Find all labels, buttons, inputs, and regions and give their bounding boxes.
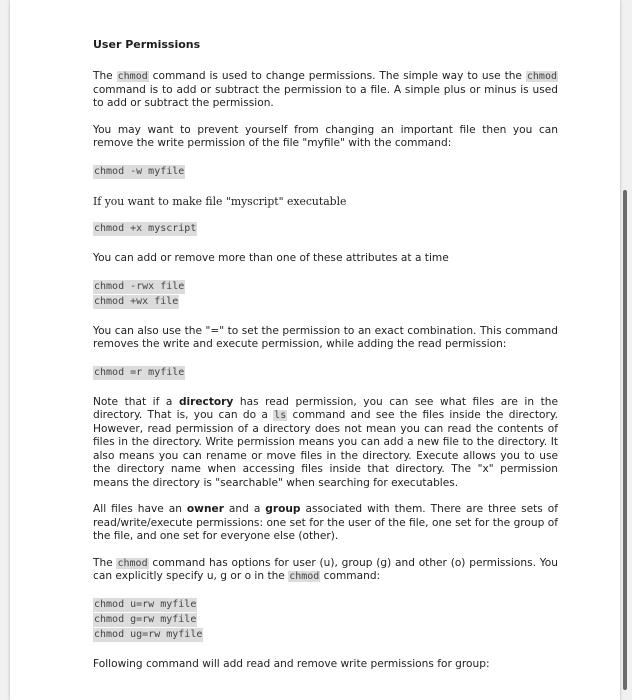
write-permission-paragraph: You may want to prevent yourself from changing an important file then you can remove the write permission of the file "myfile" with the command: <box>93 123 558 149</box>
text-run: command and see the files inside the directory. However, read permission of a directory does not mean you can read the contents of files in the directory. Write permission means you can add a new file to the directory. It also means you can rename or move files in the directory. Execute allows you to use the directory name when accessing files inside that directory. The "x" permission means the directory is "searchable" when searching for executables. <box>93 409 558 489</box>
text-run: command is used to change permissions. The simple way to use the <box>148 70 526 82</box>
text-run: and a <box>223 503 266 515</box>
multiple-attributes-paragraph: You can add or remove more than one of these attributes at a time <box>93 252 449 264</box>
inline-code: chmod <box>526 71 557 82</box>
code-line: chmod +x myscript <box>94 223 197 234</box>
bold-term: group <box>265 503 301 515</box>
scrollbar-thumb[interactable] <box>623 190 627 690</box>
code-line: chmod g=rw myfile <box>94 613 197 625</box>
text-run: command: <box>320 570 381 582</box>
exact-combination-paragraph: You can also use the "=" to set the permission to an exact combination. This command removes the write and execute permission, while adding the read permission: <box>93 324 558 350</box>
intro-paragraph <box>93 70 558 111</box>
inline-code: ls <box>274 410 287 421</box>
code-block-exact <box>93 365 558 380</box>
directory-paragraph <box>93 396 558 491</box>
code-block-ugo <box>93 597 558 642</box>
text-run: associated with them. There are three sets of read/write/execute permissions: one set for the user of the file, one set for the group of the file, and one set for everyone else (other). <box>93 503 558 542</box>
text-run: has read permission, you can see what files are in the directory. That is, you can do a <box>93 395 558 421</box>
bold-term: directory <box>178 395 234 408</box>
text-run: The <box>93 556 117 569</box>
document-page <box>10 0 620 700</box>
code-block-add-execute <box>93 221 558 236</box>
inline-code: chmod <box>117 557 148 569</box>
inline-code: chmod <box>289 571 320 582</box>
code-line: chmod -w myfile <box>94 165 185 177</box>
code-line: chmod -rwx file <box>94 280 185 292</box>
text-run: The <box>93 70 117 82</box>
code-line: chmod ug=rw myfile <box>94 628 203 640</box>
code-line: chmod u=rw myfile <box>94 598 197 610</box>
page-title: User Permissions <box>93 38 201 51</box>
code-line: chmod =r myfile <box>94 366 185 378</box>
inline-code: chmod <box>117 71 148 82</box>
owner-group-paragraph <box>93 503 558 544</box>
code-block-remove-write <box>93 164 558 179</box>
bold-term: owner <box>186 503 224 515</box>
group-command-paragraph: Following command will add read and remove write permissions for group: <box>93 657 490 670</box>
text-run: command has options for user (u), group (g) and other (o) permissions. You can explicitly specify u, g or o in the <box>93 556 558 582</box>
article-content <box>93 38 558 684</box>
text-run: Note that if a <box>93 395 179 408</box>
text-run: All files have an <box>93 503 187 515</box>
text-run: command is to add or subtract the permission to a file. A simple plus or minus is used to add or subtract the permission. <box>93 83 558 109</box>
ugo-options-paragraph <box>93 557 558 584</box>
code-block-multiple <box>93 279 558 309</box>
code-line: chmod +wx file <box>94 295 179 307</box>
executable-paragraph: If you want to make file "myscript" executable <box>93 194 347 208</box>
